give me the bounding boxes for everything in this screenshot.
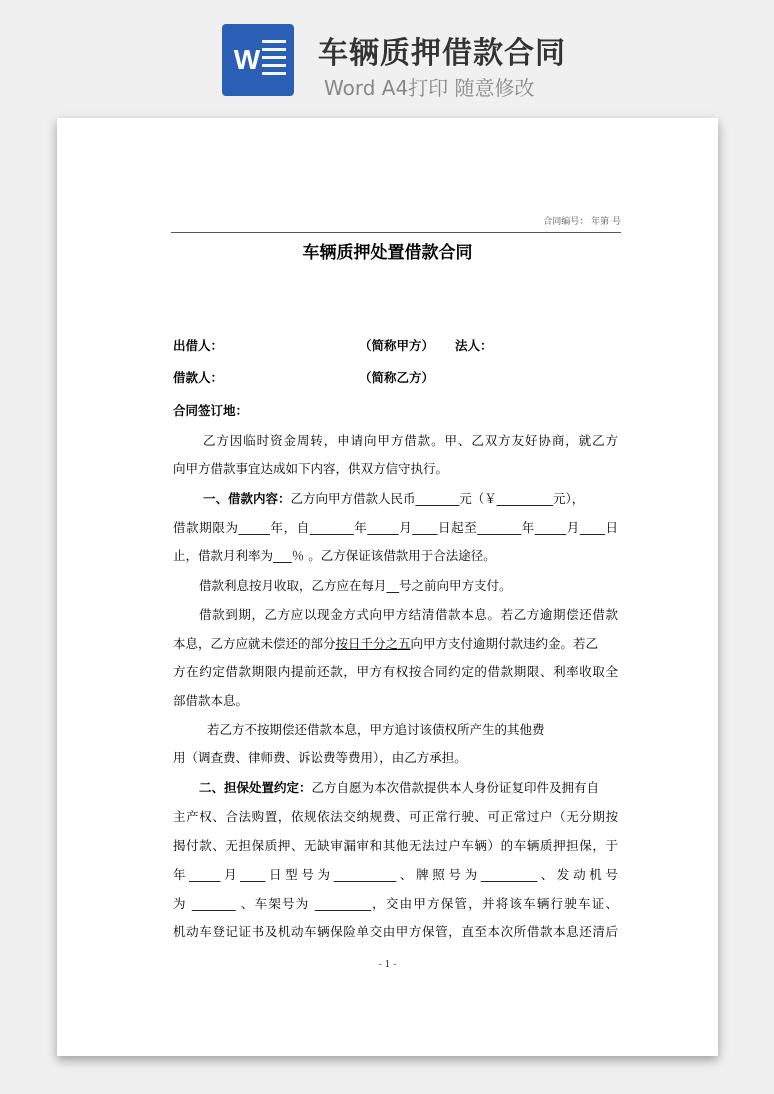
word-icon-letter: W: [233, 44, 261, 75]
word-icon-lines: [262, 40, 286, 80]
interest-line: 借款利息按月收取，乙方应在每月__号之前向甲方支付。: [199, 578, 512, 593]
due-line-2-b: 向甲方支付逾期付款违约金。若乙: [410, 636, 599, 651]
banner-title: 车辆质押借款合同: [318, 36, 566, 71]
due-line-2: [173, 636, 618, 652]
section-1-line-3: 止，借款月利率为___％ 。乙方保证该借款用于合法途径。: [173, 548, 496, 563]
section-2-line-2: 主产权、合法购置，依规依法交纳规费、可正常行驶、可正常过户（无分期按: [173, 809, 618, 824]
contract-number-label: 合同编号： 年第 号: [543, 217, 621, 227]
intro-line-1: 乙方因临时资金周转，申请向甲方借款。甲、乙双方友好协商，就乙方: [203, 433, 618, 448]
legal-representative-label: 法人：: [455, 338, 493, 353]
watermark: [90, 448, 112, 472]
lender-label: 出借人：: [173, 338, 224, 353]
lender-short-name: （简称甲方）: [359, 338, 435, 353]
intro-line-2: 向甲方借款事宜达成如下内容，供双方信守执行。: [173, 461, 449, 476]
section-2-line-1-text: 乙方自愿为本次借款提供本人身份证复印件及拥有自: [311, 780, 600, 795]
section-2-line-6: 机动车登记证书及机动车辆保险单交由甲方保管，直至本次所借款本息还清后: [173, 924, 618, 939]
section-1-line-1-text: 乙方向甲方借款人民币_______元（￥_________元），: [290, 491, 585, 506]
section-2-line-3: 揭付款、无担保质押、无缺审漏审和其他无法过户车辆）的车辆质押担保，于: [173, 838, 618, 853]
due-line-3: 方在约定借款期限内提前还款，甲方有权按合同约定的借款期限、利率收取全: [173, 664, 618, 679]
section-1-line-2: 借款期限为_____年，自_______年_____月____日起至_______年_____月____日: [173, 520, 618, 535]
document-page: [57, 118, 718, 1056]
document-title: 车辆质押处置借款合同: [302, 243, 473, 263]
overdue-line-2: 用（调查费、律师费、诉讼费等费用），由乙方承担。: [173, 750, 467, 765]
sign-place-row: [173, 403, 618, 419]
due-line-1: 借款到期，乙方应以现金方式向甲方结清借款本息。若乙方逾期偿还借款: [199, 607, 618, 622]
overdue-line-1: 若乙方不按期偿还借款本息，甲方追讨该债权所产生的其他费: [207, 722, 545, 737]
due-line-4: 部借款本息。: [173, 693, 249, 708]
borrower-label: 借款人：: [173, 370, 224, 385]
borrower-row: [173, 370, 618, 386]
lender-row: [173, 338, 618, 354]
section-2-line-4: 年_____月____日型号为__________、牌照号为_________、发动机号: [173, 867, 618, 882]
sign-place-label: 合同签订地：: [173, 403, 249, 418]
section-2-line-5: 为 _______ 、车架号为 _________，交由甲方保管，并将该车辆行驶车证、: [173, 896, 618, 911]
section-2-line-1: [199, 780, 644, 796]
page-number: - 1 -: [378, 960, 397, 970]
header-rule: [171, 214, 621, 233]
borrower-short-name: （简称乙方）: [359, 370, 435, 385]
banner: [0, 0, 774, 110]
due-line-2-a: 本息，乙方应就未偿还的部分: [173, 636, 336, 651]
word-icon: [222, 24, 294, 96]
section-1-line-1: [203, 491, 648, 507]
penalty-rate-text: 按日千分之五: [335, 636, 411, 651]
section-1-heading: 一、借款内容：: [203, 491, 291, 506]
section-2-heading: 二、担保处置约定：: [199, 780, 312, 795]
banner-subtitle: Word A4打印 随意修改: [324, 76, 535, 100]
